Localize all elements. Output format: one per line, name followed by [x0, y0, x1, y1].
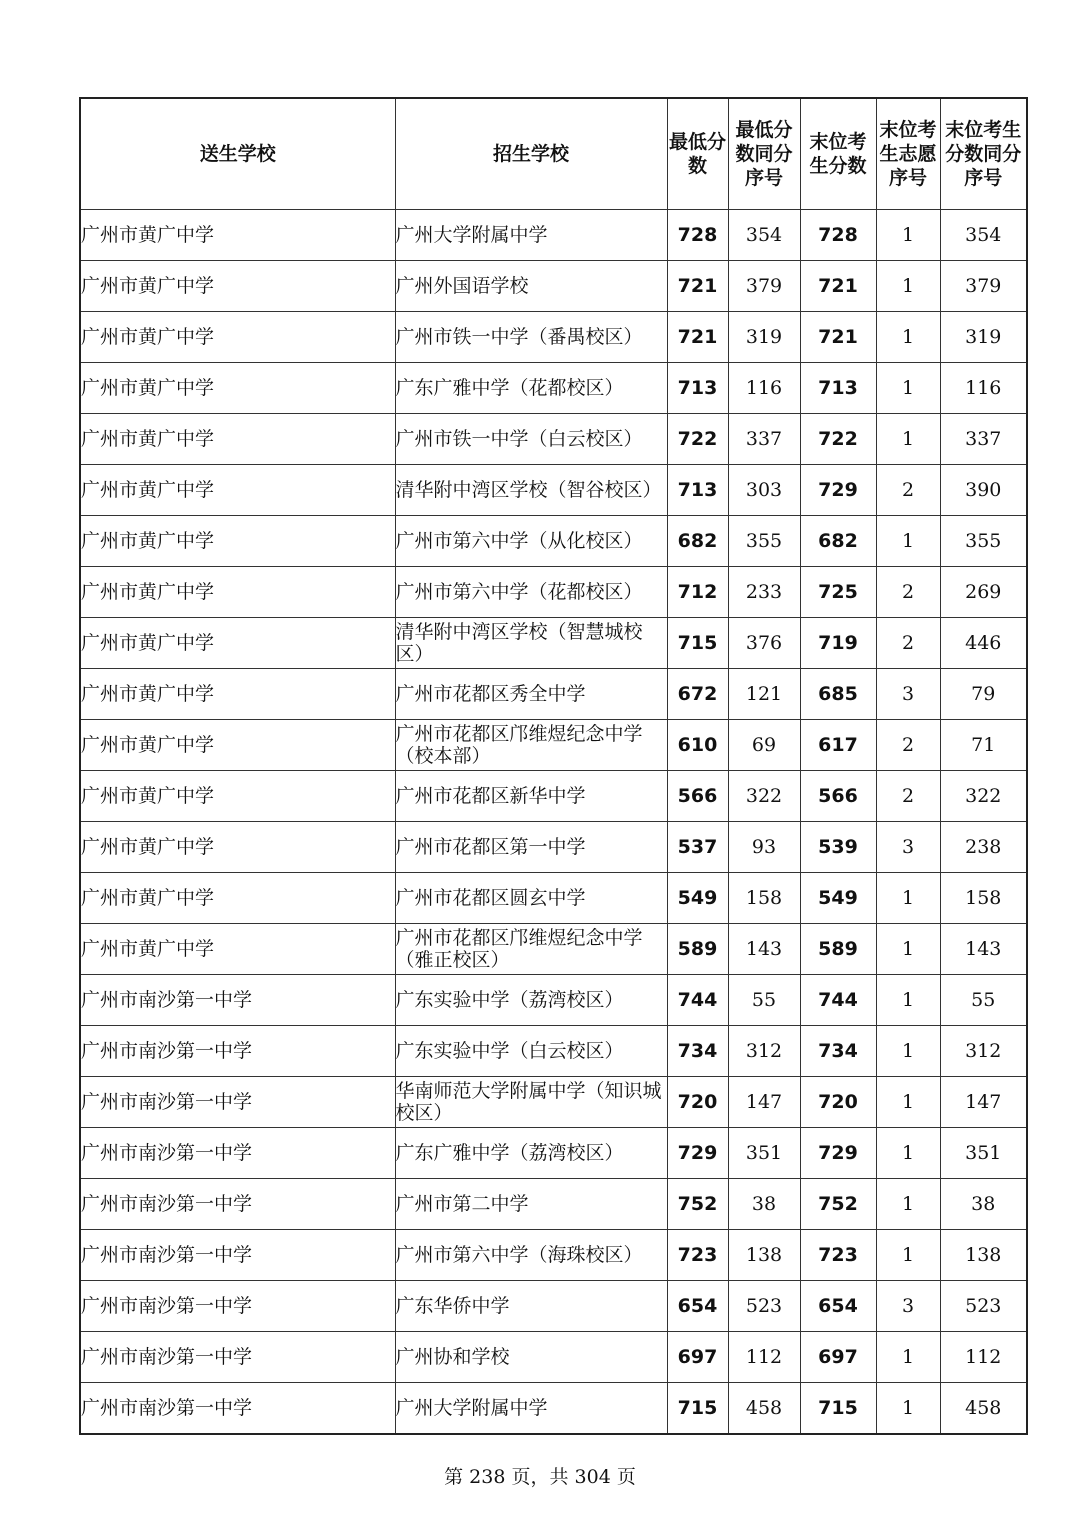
admitting-school-cell: 广州市第二中学 — [395, 1179, 667, 1230]
min-score-tie-rank-cell: 93 — [728, 822, 800, 873]
last-score-tie-rank-cell: 158 — [940, 873, 1027, 924]
table-row — [80, 1128, 1027, 1179]
last-score-tie-rank-cell: 79 — [940, 669, 1027, 720]
sending-school-cell: 广州市黄广中学 — [80, 414, 395, 465]
last-score-cell: 721 — [800, 261, 876, 312]
sending-school-cell: 广州市黄广中学 — [80, 822, 395, 873]
last-choice-rank-cell: 3 — [876, 669, 940, 720]
last-score-cell: 539 — [800, 822, 876, 873]
last-choice-rank-cell: 1 — [876, 312, 940, 363]
admitting-school-cell: 广州市铁一中学（番禺校区） — [395, 312, 667, 363]
admitting-school-cell: 广州市花都区新华中学 — [395, 771, 667, 822]
admitting-school-cell: 华南师范大学附属中学（知识城校区） — [395, 1077, 667, 1128]
last-score-tie-rank-cell: 112 — [940, 1332, 1027, 1383]
table-row — [80, 567, 1027, 618]
min-score-tie-rank-cell: 158 — [728, 873, 800, 924]
min-score-tie-rank-cell: 355 — [728, 516, 800, 567]
table-row — [80, 771, 1027, 822]
last-score-tie-rank-cell: 147 — [940, 1077, 1027, 1128]
sending-school-cell: 广州市南沙第一中学 — [80, 1230, 395, 1281]
last-score-cell: 715 — [800, 1383, 876, 1435]
header-min-score-tie-rank: 最低分数同分序号 — [728, 98, 800, 210]
table-row — [80, 1332, 1027, 1383]
last-score-tie-rank-cell: 379 — [940, 261, 1027, 312]
admitting-school-cell: 广州市第六中学（海珠校区） — [395, 1230, 667, 1281]
last-choice-rank-cell: 2 — [876, 567, 940, 618]
admitting-school-cell: 广州协和学校 — [395, 1332, 667, 1383]
sending-school-cell: 广州市南沙第一中学 — [80, 1383, 395, 1435]
table-row — [80, 975, 1027, 1026]
last-score-cell: 713 — [800, 363, 876, 414]
admitting-school-cell: 广州市花都区邝维煜纪念中学（校本部） — [395, 720, 667, 771]
min-score-cell: 712 — [667, 567, 728, 618]
sending-school-cell: 广州市南沙第一中学 — [80, 1332, 395, 1383]
min-score-tie-rank-cell: 233 — [728, 567, 800, 618]
min-score-tie-rank-cell: 351 — [728, 1128, 800, 1179]
admitting-school-cell: 广州外国语学校 — [395, 261, 667, 312]
table-row — [80, 618, 1027, 669]
last-choice-rank-cell: 1 — [876, 516, 940, 567]
last-score-cell: 549 — [800, 873, 876, 924]
last-score-tie-rank-cell: 38 — [940, 1179, 1027, 1230]
min-score-tie-rank-cell: 379 — [728, 261, 800, 312]
min-score-tie-rank-cell: 376 — [728, 618, 800, 669]
min-score-cell: 729 — [667, 1128, 728, 1179]
min-score-cell: 682 — [667, 516, 728, 567]
admitting-school-cell: 广州市花都区邝维煜纪念中学（雅正校区） — [395, 924, 667, 975]
header-last-score-tie-rank: 末位考生分数同分序号 — [940, 98, 1027, 210]
last-score-cell: 682 — [800, 516, 876, 567]
min-score-cell: 713 — [667, 465, 728, 516]
admitting-school-cell: 广州市第六中学（花都校区） — [395, 567, 667, 618]
last-score-tie-rank-cell: 55 — [940, 975, 1027, 1026]
min-score-cell: 610 — [667, 720, 728, 771]
admitting-school-cell: 广东实验中学（白云校区） — [395, 1026, 667, 1077]
min-score-cell: 723 — [667, 1230, 728, 1281]
last-score-cell: 729 — [800, 1128, 876, 1179]
min-score-tie-rank-cell: 38 — [728, 1179, 800, 1230]
last-score-cell: 654 — [800, 1281, 876, 1332]
min-score-cell: 752 — [667, 1179, 728, 1230]
min-score-tie-rank-cell: 303 — [728, 465, 800, 516]
last-score-cell: 697 — [800, 1332, 876, 1383]
admitting-school-cell: 广东广雅中学（花都校区） — [395, 363, 667, 414]
min-score-tie-rank-cell: 116 — [728, 363, 800, 414]
last-choice-rank-cell: 1 — [876, 924, 940, 975]
min-score-cell: 721 — [667, 312, 728, 363]
last-choice-rank-cell: 3 — [876, 822, 940, 873]
header-min-score: 最低分数 — [667, 98, 728, 210]
min-score-tie-rank-cell: 523 — [728, 1281, 800, 1332]
min-score-tie-rank-cell: 69 — [728, 720, 800, 771]
last-choice-rank-cell: 1 — [876, 261, 940, 312]
table-row — [80, 1179, 1027, 1230]
header-admitting-school: 招生学校 — [395, 98, 667, 210]
min-score-cell: 721 — [667, 261, 728, 312]
min-score-tie-rank-cell: 458 — [728, 1383, 800, 1435]
last-score-cell: 722 — [800, 414, 876, 465]
last-choice-rank-cell: 2 — [876, 465, 940, 516]
last-score-tie-rank-cell: 446 — [940, 618, 1027, 669]
sending-school-cell: 广州市南沙第一中学 — [80, 975, 395, 1026]
last-score-tie-rank-cell: 319 — [940, 312, 1027, 363]
last-score-tie-rank-cell: 143 — [940, 924, 1027, 975]
min-score-cell: 537 — [667, 822, 728, 873]
last-choice-rank-cell: 1 — [876, 1077, 940, 1128]
last-choice-rank-cell: 1 — [876, 414, 940, 465]
last-choice-rank-cell: 1 — [876, 1383, 940, 1435]
sending-school-cell: 广州市黄广中学 — [80, 312, 395, 363]
min-score-tie-rank-cell: 354 — [728, 210, 800, 261]
sending-school-cell: 广州市南沙第一中学 — [80, 1077, 395, 1128]
table-header-row — [80, 98, 1027, 210]
last-score-tie-rank-cell: 337 — [940, 414, 1027, 465]
sending-school-cell: 广州市南沙第一中学 — [80, 1026, 395, 1077]
sending-school-cell: 广州市黄广中学 — [80, 363, 395, 414]
last-score-cell: 685 — [800, 669, 876, 720]
last-score-tie-rank-cell: 458 — [940, 1383, 1027, 1435]
header-last-choice-rank: 末位考生志愿序号 — [876, 98, 940, 210]
table-row — [80, 1281, 1027, 1332]
last-choice-rank-cell: 1 — [876, 975, 940, 1026]
min-score-cell: 589 — [667, 924, 728, 975]
admitting-school-cell: 广东华侨中学 — [395, 1281, 667, 1332]
last-choice-rank-cell: 1 — [876, 1332, 940, 1383]
table-row — [80, 210, 1027, 261]
header-sending-school: 送生学校 — [80, 98, 395, 210]
sending-school-cell: 广州市黄广中学 — [80, 261, 395, 312]
sending-school-cell: 广州市南沙第一中学 — [80, 1179, 395, 1230]
min-score-cell: 734 — [667, 1026, 728, 1077]
last-choice-rank-cell: 2 — [876, 771, 940, 822]
min-score-tie-rank-cell: 112 — [728, 1332, 800, 1383]
last-score-cell: 719 — [800, 618, 876, 669]
table-row — [80, 924, 1027, 975]
sending-school-cell: 广州市南沙第一中学 — [80, 1281, 395, 1332]
min-score-tie-rank-cell: 319 — [728, 312, 800, 363]
table-row — [80, 414, 1027, 465]
last-choice-rank-cell: 1 — [876, 363, 940, 414]
min-score-cell: 722 — [667, 414, 728, 465]
last-choice-rank-cell: 2 — [876, 720, 940, 771]
last-choice-rank-cell: 1 — [876, 1179, 940, 1230]
table-row — [80, 873, 1027, 924]
min-score-cell: 549 — [667, 873, 728, 924]
page-footer: 第 238 页，共 304 页 — [444, 1466, 636, 1488]
last-choice-rank-cell: 1 — [876, 210, 940, 261]
last-score-tie-rank-cell: 351 — [940, 1128, 1027, 1179]
min-score-tie-rank-cell: 121 — [728, 669, 800, 720]
table-row — [80, 822, 1027, 873]
last-choice-rank-cell: 1 — [876, 873, 940, 924]
table-row — [80, 720, 1027, 771]
sending-school-cell: 广州市黄广中学 — [80, 771, 395, 822]
last-score-cell: 617 — [800, 720, 876, 771]
min-score-tie-rank-cell: 312 — [728, 1026, 800, 1077]
sending-school-cell: 广州市黄广中学 — [80, 465, 395, 516]
sending-school-cell: 广州市黄广中学 — [80, 873, 395, 924]
min-score-tie-rank-cell: 138 — [728, 1230, 800, 1281]
table-row — [80, 312, 1027, 363]
last-score-cell: 723 — [800, 1230, 876, 1281]
last-score-tie-rank-cell: 138 — [940, 1230, 1027, 1281]
admitting-school-cell: 广州大学附属中学 — [395, 1383, 667, 1435]
sending-school-cell: 广州市南沙第一中学 — [80, 1128, 395, 1179]
sending-school-cell: 广州市黄广中学 — [80, 516, 395, 567]
admitting-school-cell: 广州大学附属中学 — [395, 210, 667, 261]
last-choice-rank-cell: 3 — [876, 1281, 940, 1332]
last-score-tie-rank-cell: 355 — [940, 516, 1027, 567]
min-score-cell: 697 — [667, 1332, 728, 1383]
last-score-tie-rank-cell: 238 — [940, 822, 1027, 873]
last-score-cell: 744 — [800, 975, 876, 1026]
min-score-tie-rank-cell: 55 — [728, 975, 800, 1026]
admitting-school-cell: 广东广雅中学（荔湾校区） — [395, 1128, 667, 1179]
sending-school-cell: 广州市黄广中学 — [80, 210, 395, 261]
admitting-school-cell: 广州市花都区秀全中学 — [395, 669, 667, 720]
admitting-school-cell: 广州市铁一中学（白云校区） — [395, 414, 667, 465]
min-score-tie-rank-cell: 143 — [728, 924, 800, 975]
table-row — [80, 1026, 1027, 1077]
admitting-school-cell: 广州市花都区第一中学 — [395, 822, 667, 873]
sending-school-cell: 广州市黄广中学 — [80, 618, 395, 669]
min-score-cell: 713 — [667, 363, 728, 414]
last-choice-rank-cell: 1 — [876, 1128, 940, 1179]
admitting-school-cell: 清华附中湾区学校（智慧城校区） — [395, 618, 667, 669]
admitting-school-cell: 广州市第六中学（从化校区） — [395, 516, 667, 567]
last-score-tie-rank-cell: 312 — [940, 1026, 1027, 1077]
min-score-cell: 720 — [667, 1077, 728, 1128]
table-row — [80, 669, 1027, 720]
admitting-school-cell: 广东实验中学（荔湾校区） — [395, 975, 667, 1026]
last-score-cell: 729 — [800, 465, 876, 516]
last-choice-rank-cell: 2 — [876, 618, 940, 669]
table-row — [80, 363, 1027, 414]
admitting-school-cell: 广州市花都区圆玄中学 — [395, 873, 667, 924]
min-score-tie-rank-cell: 322 — [728, 771, 800, 822]
last-score-tie-rank-cell: 322 — [940, 771, 1027, 822]
table-row — [80, 1383, 1027, 1435]
min-score-cell: 672 — [667, 669, 728, 720]
table-row — [80, 516, 1027, 567]
min-score-cell: 566 — [667, 771, 728, 822]
min-score-cell: 715 — [667, 618, 728, 669]
header-last-score: 末位考生分数 — [800, 98, 876, 210]
admission-score-table — [79, 97, 1028, 1435]
last-choice-rank-cell: 1 — [876, 1230, 940, 1281]
sending-school-cell: 广州市黄广中学 — [80, 924, 395, 975]
table-row — [80, 465, 1027, 516]
last-score-cell: 752 — [800, 1179, 876, 1230]
table-row — [80, 1077, 1027, 1128]
last-score-cell: 728 — [800, 210, 876, 261]
last-score-cell: 725 — [800, 567, 876, 618]
last-score-tie-rank-cell: 390 — [940, 465, 1027, 516]
last-score-cell: 589 — [800, 924, 876, 975]
sending-school-cell: 广州市黄广中学 — [80, 669, 395, 720]
last-score-tie-rank-cell: 71 — [940, 720, 1027, 771]
table-row — [80, 1230, 1027, 1281]
min-score-tie-rank-cell: 147 — [728, 1077, 800, 1128]
sending-school-cell: 广州市黄广中学 — [80, 567, 395, 618]
min-score-cell: 744 — [667, 975, 728, 1026]
last-score-cell: 720 — [800, 1077, 876, 1128]
min-score-tie-rank-cell: 337 — [728, 414, 800, 465]
min-score-cell: 728 — [667, 210, 728, 261]
min-score-cell: 715 — [667, 1383, 728, 1435]
last-score-tie-rank-cell: 523 — [940, 1281, 1027, 1332]
last-score-cell: 721 — [800, 312, 876, 363]
last-score-cell: 566 — [800, 771, 876, 822]
last-score-tie-rank-cell: 354 — [940, 210, 1027, 261]
last-choice-rank-cell: 1 — [876, 1026, 940, 1077]
table-row — [80, 261, 1027, 312]
last-score-tie-rank-cell: 116 — [940, 363, 1027, 414]
min-score-cell: 654 — [667, 1281, 728, 1332]
last-score-cell: 734 — [800, 1026, 876, 1077]
last-score-tie-rank-cell: 269 — [940, 567, 1027, 618]
sending-school-cell: 广州市黄广中学 — [80, 720, 395, 771]
admitting-school-cell: 清华附中湾区学校（智谷校区） — [395, 465, 667, 516]
